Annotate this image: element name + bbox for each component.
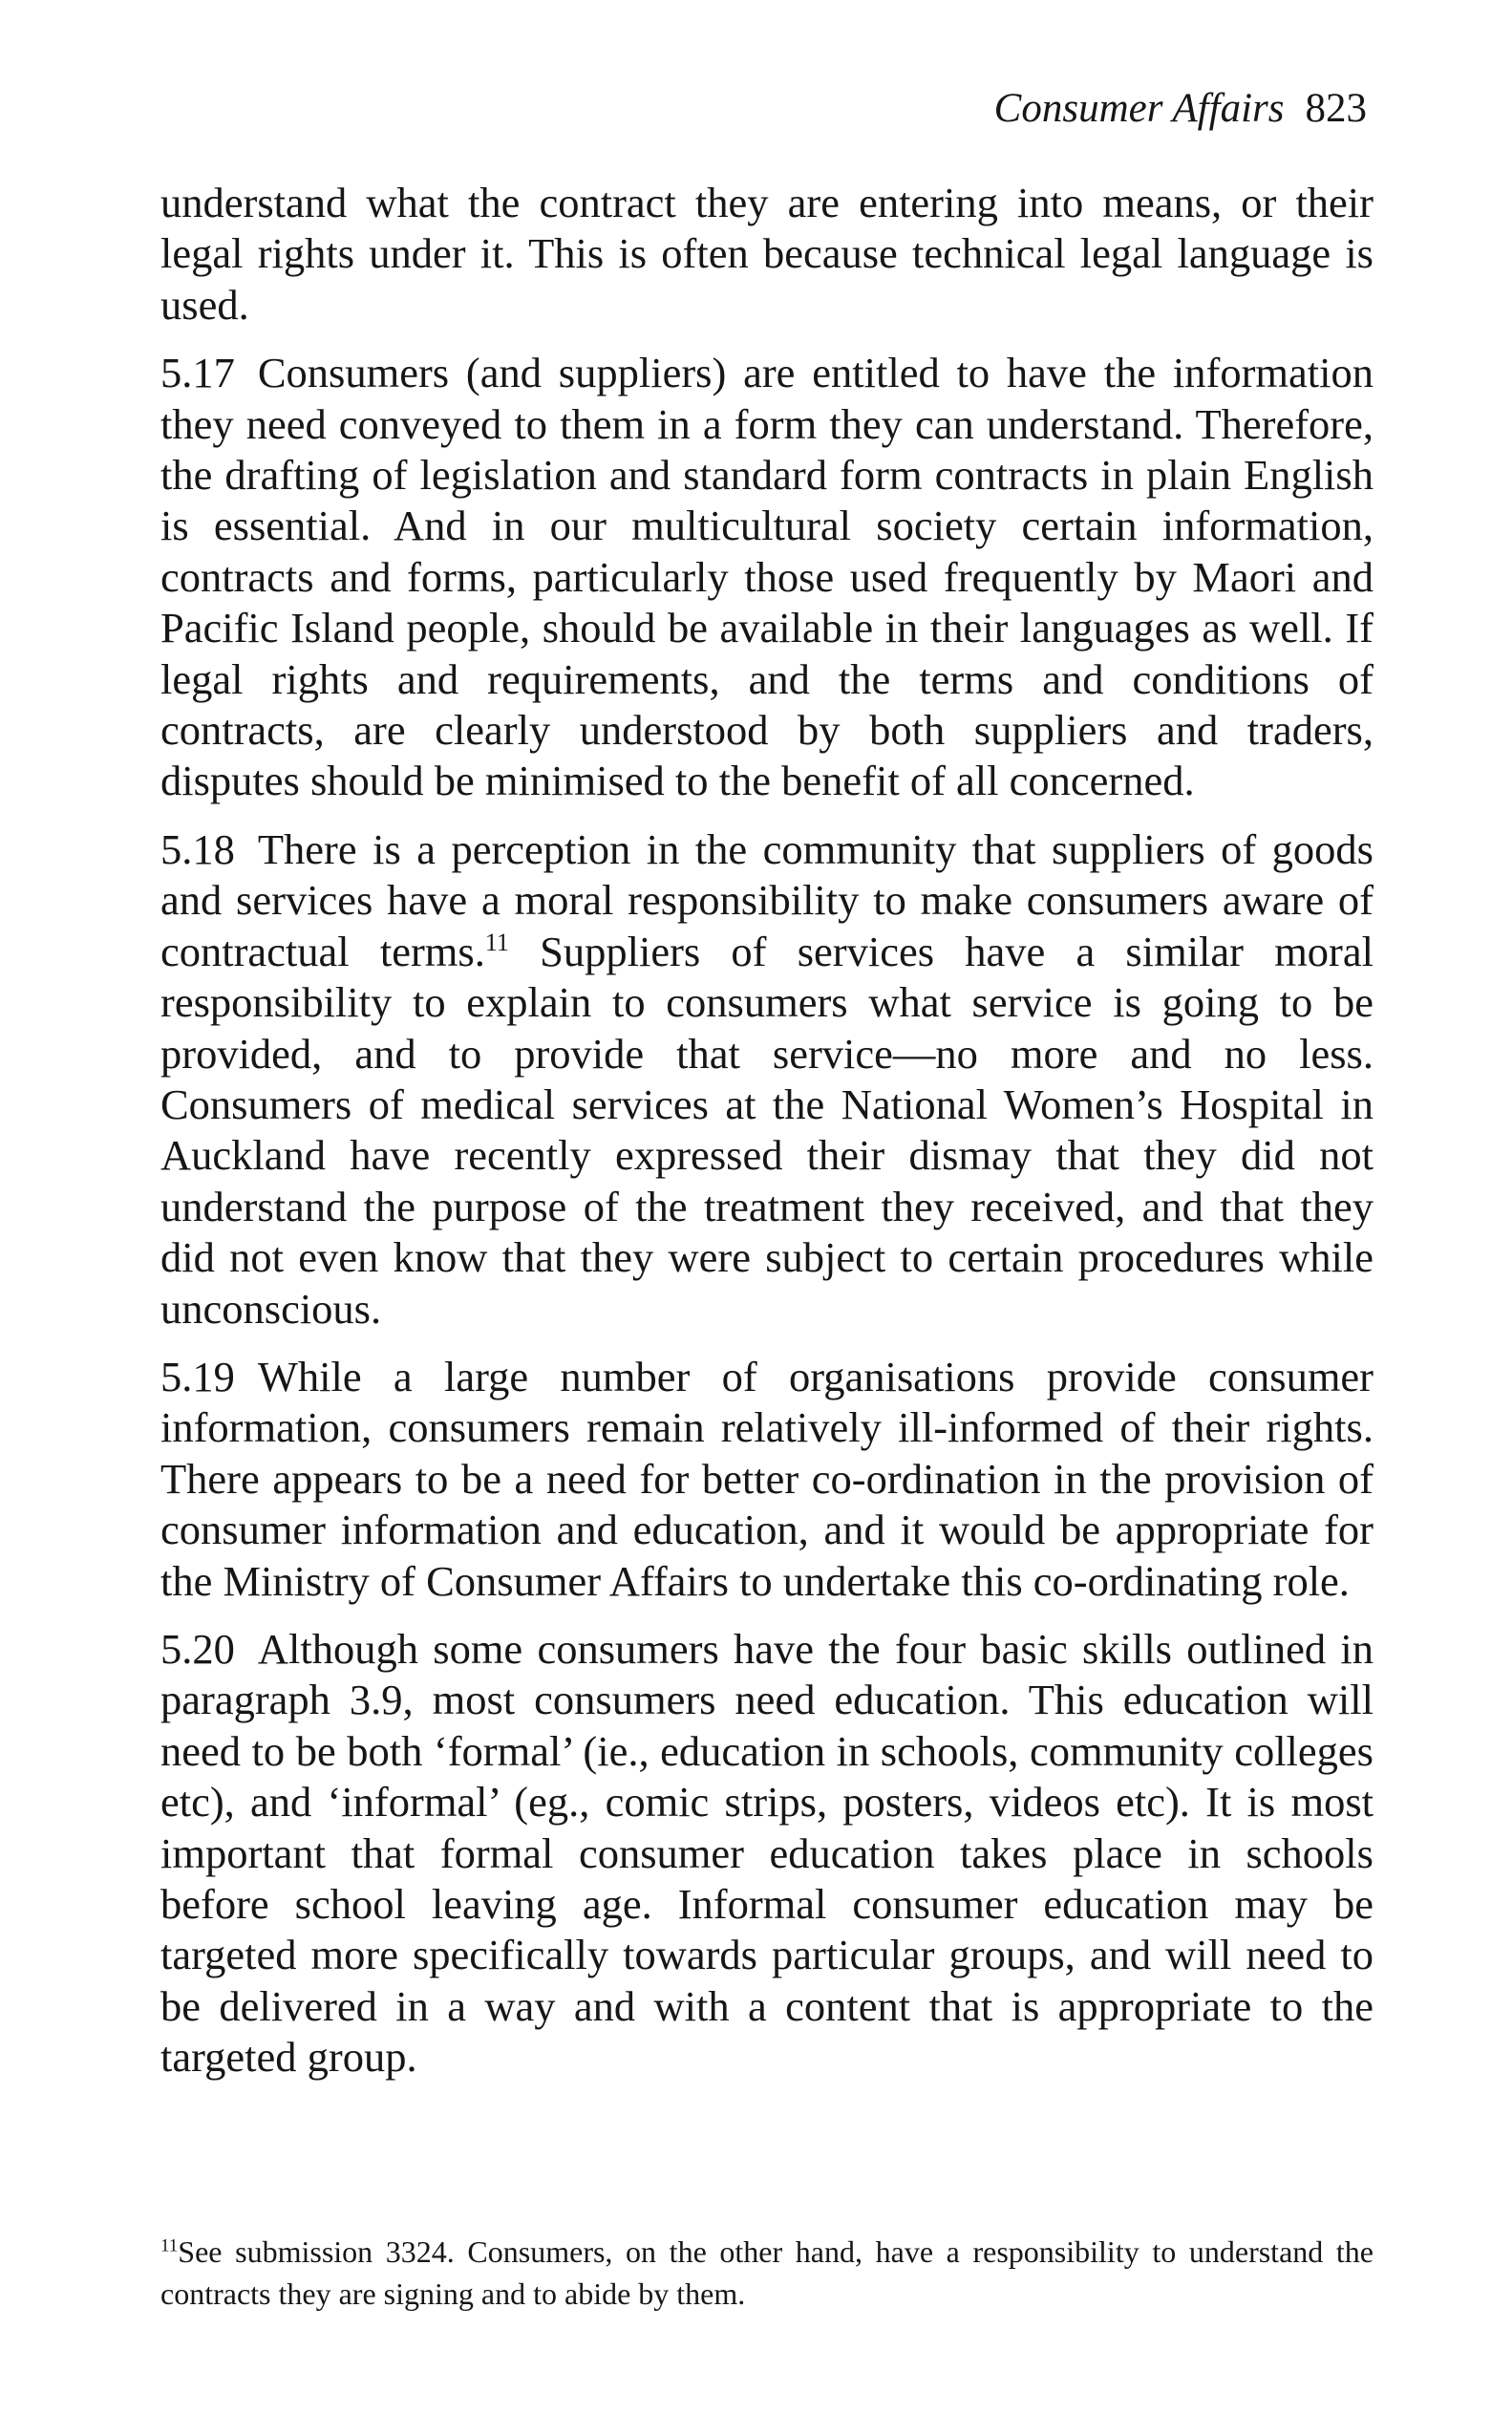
running-header bbox=[994, 88, 1367, 129]
paragraph-text: While a large number of organisations provide consumer information, consumers remain relatively ill-informed of their rights. There appears to be a need for better co-ordination in the provision of consumer information and education, and it would be appropriate for the Ministry of Consumer Affairs to undertake this co-ordinating role. bbox=[160, 1352, 1374, 1605]
page-number: 823 bbox=[1305, 86, 1367, 131]
paragraph-number: 5.20 bbox=[160, 1624, 235, 1673]
paragraph-5-17 bbox=[160, 348, 1374, 807]
body-text bbox=[160, 178, 1374, 2101]
paragraph-text: Consumers (and suppliers) are entitled to have the information they need conveyed to them in a form they can understand. Therefore, the drafting of legislation and standard form contracts in plain English is essential. And in our multicultural society certain information, contracts and forms, particularly those used frequently by Maori and Pacific Island people, should be available in their languages as well. If legal rights and requirements, and the terms and conditions of contracts, are clearly understood by both suppliers and traders, disputes should be minimised to the benefit of all concerned. bbox=[160, 349, 1374, 805]
paragraph-text: Suppliers of services have a similar moral responsibility to explain to consumers what service is going to be provided, and to provide that service—no more and no less. Consumers of medical services at the National Women’s Hospital in Auckland have recently expressed their dismay that they did not understand the purpose of the treatment they received, and that they did not even know that they were subject to certain procedures while unconscious. bbox=[160, 927, 1374, 1333]
paragraph-5-19 bbox=[160, 1352, 1374, 1607]
paragraph-text: Although some consumers have the four basic skills outlined in paragraph 3.9, most consumers need education. This education will need to be both ‘formal’ (ie., education in schools, community colleges etc), and ‘informal’ (eg., comic strips, posters, videos etc). It is most important that formal consumer education takes place in schools before school leaving age. Informal consumer education may be targeted more specifically towards particular groups, and will need to be delivered in a way and with a content that is appropriate to the targeted group. bbox=[160, 1624, 1374, 2082]
paragraph-number: 5.18 bbox=[160, 824, 235, 873]
running-title: Consumer Affairs bbox=[993, 86, 1285, 131]
paragraph-5-18 bbox=[160, 824, 1374, 1335]
footnote bbox=[160, 2231, 1374, 2315]
footnote-reference: 11 bbox=[484, 928, 509, 956]
footnote-text bbox=[160, 2231, 1374, 2315]
footnote-number: 11 bbox=[160, 2235, 179, 2256]
paragraph-text: There is a perception in the community that suppliers of goods and services have a moral responsibility to make consumers aware of contractual terms. bbox=[160, 824, 1374, 975]
paragraph-text: understand what the contract they are entering into means, or their legal rights under it. This is often because technical legal language is used. bbox=[160, 179, 1374, 329]
paragraph-number: 5.19 bbox=[160, 1352, 235, 1400]
paragraph-continuation bbox=[160, 178, 1374, 331]
footnote-body: See submission 3324. Consumers, on the other hand, have a responsibility to understand the contracts they are signing and to abide by them. bbox=[160, 2234, 1374, 2311]
paragraph-5-20 bbox=[160, 1624, 1374, 2084]
paragraph-number: 5.17 bbox=[160, 349, 235, 397]
